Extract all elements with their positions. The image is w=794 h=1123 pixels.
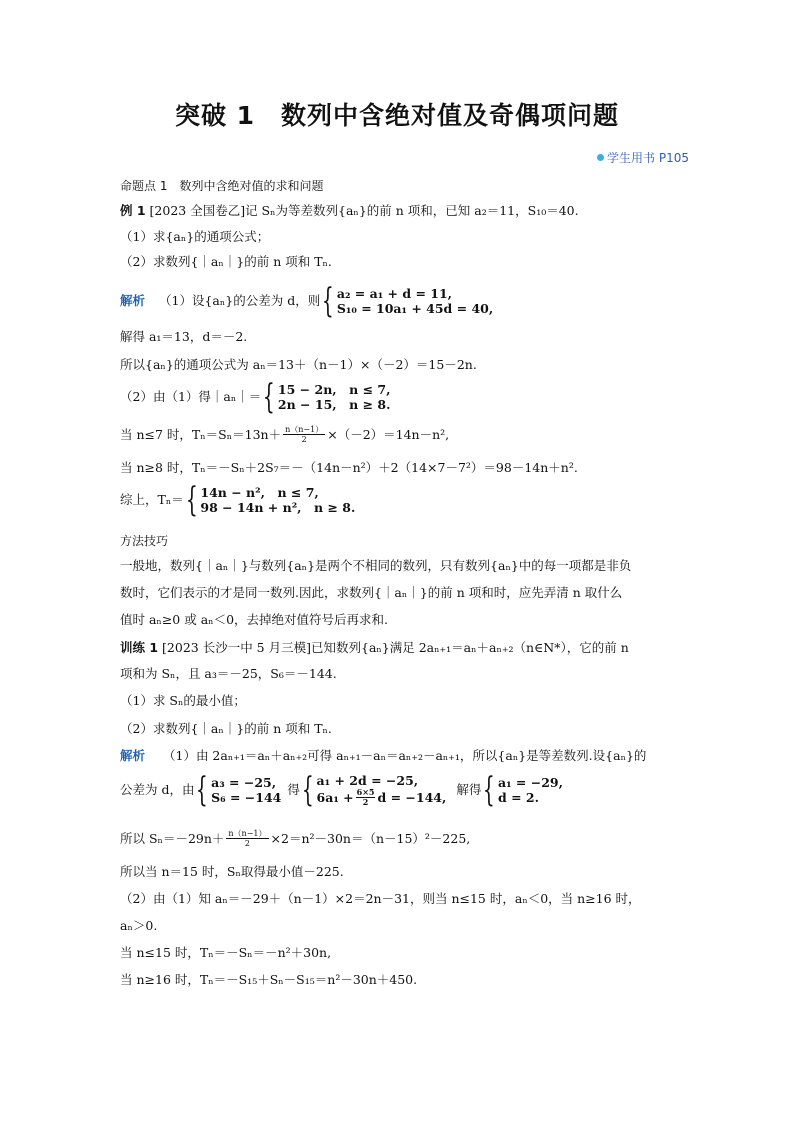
- equation-row: a₁ = −29,: [497, 775, 563, 790]
- solution-line: 当 n≤15 时，Tₙ＝－Sₙ＝－n²＋30n,: [120, 945, 332, 960]
- solution-line: aₙ＞0.: [120, 918, 158, 933]
- method-heading: 方法技巧: [120, 534, 169, 548]
- equation-system-b: [317, 773, 447, 807]
- page-title: 突破 1 数列中含绝对值及奇偶项问题: [174, 101, 620, 130]
- fraction-denominator: 2: [301, 435, 307, 444]
- example-1-question-2: （2）求数列{｜aₙ｜}的前 n 项和 Tₙ.: [120, 254, 332, 269]
- equation-system-a: [211, 775, 281, 805]
- solution-line: （2）由（1）知 aₙ＝－29＋（n－1）×2＝2n－31，则当 n≤15 时，aₙ＜0，当 n≥16 时，: [120, 891, 641, 906]
- solution-text: ×2＝n²－30n＝（n－15）²－225,: [270, 830, 471, 846]
- fraction-denominator: 2: [362, 797, 369, 807]
- absolute-value-piecewise: [120, 377, 391, 417]
- equation-row: [317, 788, 447, 807]
- bullet-dot-icon: [597, 154, 604, 161]
- example-1-statement: [120, 202, 579, 220]
- example-label: 例 1: [120, 203, 146, 218]
- summary-intro: 综上，Tₙ＝: [120, 492, 184, 507]
- equation-row: S₆ = −144: [211, 790, 282, 805]
- solution-text: 所以 Sₙ＝－29n＋: [120, 830, 225, 846]
- method-line: 一般地，数列{｜aₙ｜}与数列{aₙ}是两个不相同的数列，只有数列{aₙ}中的每一项都是非负: [120, 558, 632, 573]
- section-heading: 命题点 1 数列中含绝对值的求和问题: [120, 179, 324, 193]
- equation-row: a₁ + 2d = −25,: [316, 773, 419, 788]
- training-text: [2023 长沙一中 5 月三模]已知数列{aₙ}满足 2aₙ₊₁＝aₙ＋aₙ₊₂（n∈N*），它的前 n: [162, 640, 629, 655]
- fraction: [356, 788, 376, 807]
- method-line: 数时，它们表示的才是同一数列.因此，求数列{｜aₙ｜}的前 n 项和时，应先弄清 n 取什么: [120, 585, 623, 600]
- training-1-question-1: （1）求 Sₙ的最小值；: [120, 693, 246, 708]
- equation-row: a₂ = a₁ + d = 11,: [336, 286, 453, 301]
- summary-piecewise: [120, 480, 356, 520]
- textbook-reference: [560, 149, 689, 166]
- training-1-sum-line: [120, 829, 470, 848]
- left-brace: {: [483, 770, 496, 810]
- example-1-question-1: （1）求{aₙ}的通项公式；: [120, 229, 270, 244]
- reference-text: 学生用书 P105: [607, 151, 689, 165]
- piecewise-intro: （2）由（1）得｜aₙ｜＝: [120, 389, 262, 404]
- left-brace: {: [263, 377, 276, 417]
- left-brace: {: [185, 480, 198, 520]
- piecewise-row: 15 − 2n, n ≤ 7,: [277, 382, 391, 397]
- training-1-solution-line-1: [120, 747, 646, 765]
- solution-text: （1）由 2aₙ₊₁＝aₙ＋aₙ₊₂可得 aₙ₊₁－aₙ＝aₙ₊₂－aₙ₊₁，所以{aₙ}是等差数列.设{aₙ}的: [163, 748, 647, 763]
- case-line-2: 当 n≥8 时，Tₙ＝－Sₙ＋2S₇＝－（14n－n²）＋2（14×7－7²）＝98－14n＋n².: [120, 460, 578, 475]
- summary-row: 14n − n², n ≤ 7,: [200, 485, 319, 500]
- equation-row: S₁₀ = 10a₁ + 45d = 40,: [336, 301, 494, 316]
- case-line-1: [120, 425, 449, 444]
- summary-rows: [200, 485, 355, 515]
- fraction-numerator: n（n−1）: [285, 425, 324, 434]
- solution-line: 当 n≥16 时，Tₙ＝－S₁₅＋Sₙ－S₁₅＝n²－30n＋450.: [120, 972, 418, 987]
- equation-part: 6a₁ +: [316, 790, 354, 805]
- example-text: [2023 全国卷乙]记 Sₙ为等差数列{aₙ}的前 n 项和，已知 a₂＝11，S₁₀＝40.: [149, 203, 579, 218]
- systems-connector: 得: [287, 782, 300, 797]
- method-line: 值时 aₙ≥0 或 aₙ＜0，去掉绝对值符号后再求和.: [120, 612, 388, 627]
- left-brace: {: [301, 770, 314, 810]
- training-1-question-2: （2）求数列{｜aₙ｜}的前 n 项和 Tₙ.: [120, 721, 332, 736]
- training-1-statement-cont: 项和为 Sₙ，且 a₃＝－25，S₆＝－144.: [120, 666, 337, 681]
- training-1-statement: [120, 639, 629, 657]
- fraction-numerator: n（n−1）: [228, 829, 267, 838]
- solution-line: 所以当 n＝15 时，Sₙ取得最小值－225.: [120, 864, 344, 879]
- solution-line: 所以{aₙ}的通项公式为 aₙ＝13＋（n－1）×（－2）＝15－2n.: [120, 357, 477, 372]
- equation-system-c: [498, 775, 563, 805]
- equation-row: a₃ = −25,: [211, 775, 277, 790]
- left-brace: {: [322, 281, 334, 321]
- training-label: 训练 1: [120, 640, 159, 655]
- piecewise-rows: [278, 382, 391, 412]
- summary-row: 98 − 14n + n², n ≥ 8.: [200, 500, 356, 515]
- training-1-systems: [120, 770, 563, 810]
- equation-part: d = −144,: [377, 790, 447, 805]
- case-text: 当 n≤7 时，Tₙ＝Sₙ＝13n＋: [120, 426, 282, 442]
- fraction-denominator: 2: [244, 839, 250, 848]
- systems-intro: 公差为 d，由: [120, 782, 195, 797]
- solution-line: 解得 a₁＝13，d＝－2.: [120, 329, 248, 344]
- systems-connector: 解得: [456, 782, 482, 797]
- left-brace: {: [196, 770, 209, 810]
- solution-label: 解析: [120, 748, 146, 763]
- fraction: [226, 829, 268, 848]
- solution-intro: （1）设{aₙ}的公差为 d，则: [159, 293, 321, 308]
- fraction: [283, 425, 325, 444]
- solution-label: 解析: [120, 293, 146, 308]
- equation-system-1: [337, 286, 493, 316]
- equation-row: d = 2.: [497, 790, 539, 805]
- case-text-end: ×（－2）＝14n－n²,: [327, 426, 450, 442]
- example-1-solution-line-1: [120, 281, 494, 321]
- piecewise-row: 2n − 15, n ≥ 8.: [277, 397, 391, 412]
- fraction-numerator: 6×5: [356, 787, 375, 797]
